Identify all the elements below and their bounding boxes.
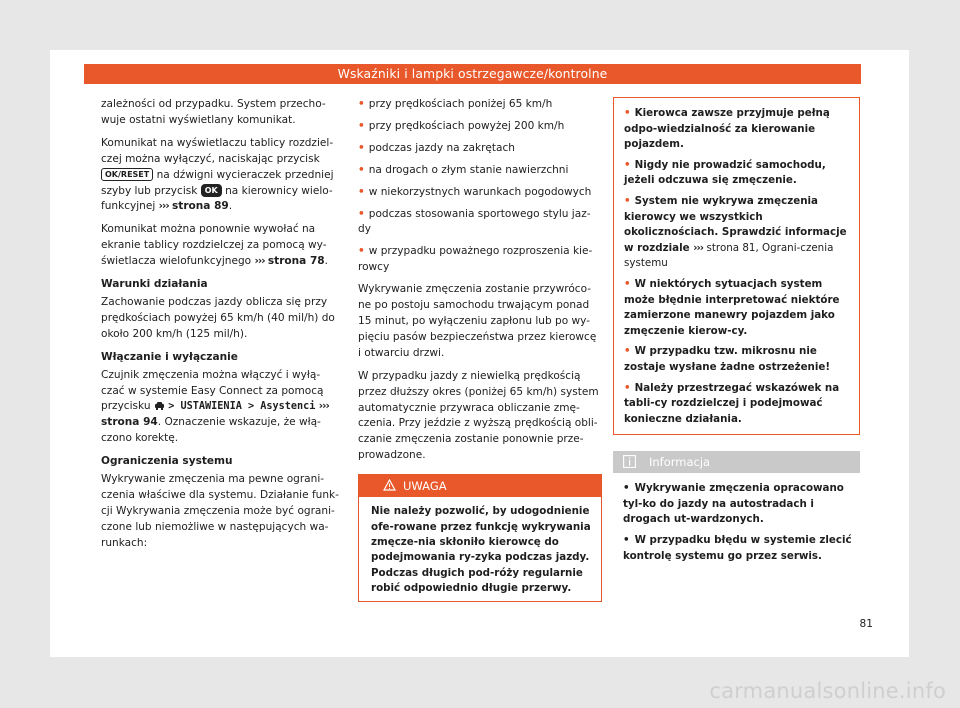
paragraph: zależności od przypadku. System przecho-wuje ostatni wyświetlany komunikat.	[101, 98, 326, 126]
page-reference-link[interactable]: strona 81, Ograni-czenia systemu	[624, 241, 834, 270]
list-item: • podczas stosowania sportowego stylu jaz-dy	[358, 207, 591, 236]
paragraph: W przypadku jazdy z niewielką prędkością przez dłuższy okres (poniżej 65 km/h) system automatycznie przywraca obliczanie zmę-czenia. Przy jeździe z wyższą prędkością obli-czanie zmęczenia zostanie ponownie prze-prowadzone.	[358, 369, 599, 462]
reference-arrow-icon: ›››	[693, 241, 703, 254]
subheading: Warunki działania	[101, 278, 208, 291]
list-item: • przy prędkościach powyżej 200 km/h	[358, 119, 565, 132]
column-right	[613, 97, 860, 569]
watermark-footer: carmanualsonline.info	[709, 679, 946, 703]
text: . Oznaczenie wskazuje, że włą-czono korektę.	[101, 416, 321, 445]
info-title: Informacja	[649, 455, 711, 470]
bullet-icon: •	[623, 534, 630, 547]
text: Czujnik zmęczenia można włączyć i wyłą-czać w systemie Easy Connect za pomocą przycisku	[101, 368, 324, 413]
bullet-icon: •	[358, 185, 365, 198]
warning-header	[359, 475, 601, 497]
warning-item: • Nigdy nie prowadzić samochodu, jeżeli odczuwa się zmęczenie.	[624, 158, 826, 187]
text: Komunikat na wyświetlaczu tablicy rozdziel-czej można wyłączyć, naciskając przycisk	[101, 136, 334, 165]
warning-item: • W przypadku tzw. mikrosnu nie zostaje wysłane żadne ostrzeżenie!	[624, 345, 831, 373]
list-item: • na drogach o złym stanie nawierzchni	[358, 163, 569, 176]
text: .	[228, 200, 233, 213]
warning-title: UWAGA	[403, 479, 447, 494]
subheading: Włączanie i wyłączanie	[101, 350, 238, 363]
page-reference-link[interactable]: strona 89	[172, 200, 229, 213]
text: Komunikat można ponownie wywołać na ekranie tablicy rozdzielczej za pomocą wy-świetlacza wielofunkcyjnego	[101, 223, 327, 268]
section-header: Wskaźniki i lampki ostrzegawcze/kontrolne	[84, 64, 861, 84]
warning-triangle-icon	[383, 479, 396, 491]
paragraph	[101, 222, 343, 270]
menu-path: > USTAWIENIA > Asystenci	[168, 401, 316, 413]
bullet-icon: •	[623, 482, 630, 495]
list-item: • w przypadku poważnego rozproszenia kie-rowcy	[358, 245, 593, 274]
reference-arrow-icon: ›››	[318, 400, 329, 413]
bullet-icon: •	[358, 119, 365, 132]
bullet-icon: •	[358, 163, 365, 176]
text: na kierownicy wielo-funkcyjnej	[101, 184, 333, 213]
bullet-icon: •	[358, 98, 365, 110]
warning-continued-box	[613, 97, 860, 435]
page-reference-link[interactable]: strona 94	[101, 416, 158, 429]
info-item: • Wykrywanie zmęczenia opracowano tyl-ko do jazdy na autostradach i drogach ut-wardzonych.	[623, 482, 844, 526]
warning-box	[358, 474, 602, 601]
okreset-key-icon: OK/RESET	[101, 168, 153, 181]
column-left	[101, 97, 343, 559]
reference-arrow-icon: ›››	[254, 255, 265, 268]
bullet-icon: •	[624, 194, 631, 207]
bullet-icon: •	[624, 158, 631, 171]
warning-item: • W niektórych sytuacjach system może błędnie interpretować niektóre zamierzone manewry pojazdem jako zmęczenie kierow-cy.	[624, 277, 840, 337]
text: .	[324, 255, 329, 268]
bullet-icon: •	[624, 345, 631, 358]
text: na dźwigni wycieraczek przedniej szyby lub przycisk	[101, 168, 334, 197]
bullet-icon: •	[624, 381, 631, 394]
bullet-icon: •	[358, 141, 365, 154]
car-menu-icon	[154, 401, 165, 410]
info-item: • W przypadku błędu w systemie zlecić kontrolę systemu go przez serwis.	[623, 534, 852, 562]
paragraph	[101, 368, 343, 448]
paragraph: Wykrywanie zmęczenia zostanie przywróco-ne po postoju samochodu trwającym ponad 15 minut, po wyłączeniu zapłonu lub po wy-pięciu pasów bezpieczeństwa przez kierowcę i otwarciu drzwi.	[358, 283, 597, 359]
warning-item: • Kierowca zawsze przyjmuje pełną odpo-wiedzialność za kierowanie pojazdem.	[624, 107, 830, 151]
info-icon	[623, 455, 636, 468]
bullet-list	[358, 97, 602, 276]
page-number: 81	[859, 618, 873, 630]
warning-body	[359, 497, 601, 600]
warning-item: • System nie wykrywa zmęczenia kierowcy we wszystkich okolicznościach. Sprawdzić informacje w rozdziale ››› strona 81, Ograni-czenia systemu	[624, 194, 847, 270]
reference-arrow-icon: ›››	[158, 200, 169, 213]
column-middle	[358, 97, 602, 602]
list-item: • w niekorzystnych warunkach pogodowych	[358, 185, 592, 198]
paragraph	[101, 136, 343, 216]
info-header	[613, 451, 860, 473]
ok-key-icon: OK	[201, 184, 222, 197]
paragraph: Zachowanie podczas jazdy oblicza się przy prędkościach powyżej 65 km/h (40 mil/h) do około 200 km/h (125 mil/h).	[101, 295, 335, 340]
bullet-icon: •	[358, 207, 365, 220]
info-body	[613, 473, 860, 564]
paragraph: Wykrywanie zmęczenia ma pewne ograni-czenia właściwe dla systemu. Działanie funk-cji Wykrywania zmęczenia może być ograni-czone lub niemożliwe w następujących wa-runkach:	[101, 473, 339, 549]
bullet-icon: •	[358, 245, 365, 258]
list-item: • podczas jazdy na zakrętach	[358, 141, 515, 154]
list-item: • przy prędkościach poniżej 65 km/h	[358, 98, 553, 110]
page-reference-link[interactable]: strona 78	[267, 255, 325, 268]
bullet-icon: •	[624, 277, 631, 290]
info-box	[613, 451, 860, 564]
warning-text: Nie należy pozwolić, by udogodnienie ofe-rowane przez funkcję wykrywania zmęcze-nia skłoniło kierowcę do podejmowania ry-zyka podczas jazdy. Podczas długich pod-róży regularnie robić odpowiednio długie przerwy.	[371, 505, 591, 595]
subheading: Ograniczenia systemu	[101, 455, 233, 468]
bullet-icon: •	[624, 107, 631, 119]
warning-item: • Należy przestrzegać wskazówek na tabli-cy rozdzielczej i podejmować konieczne działania.	[624, 381, 840, 425]
